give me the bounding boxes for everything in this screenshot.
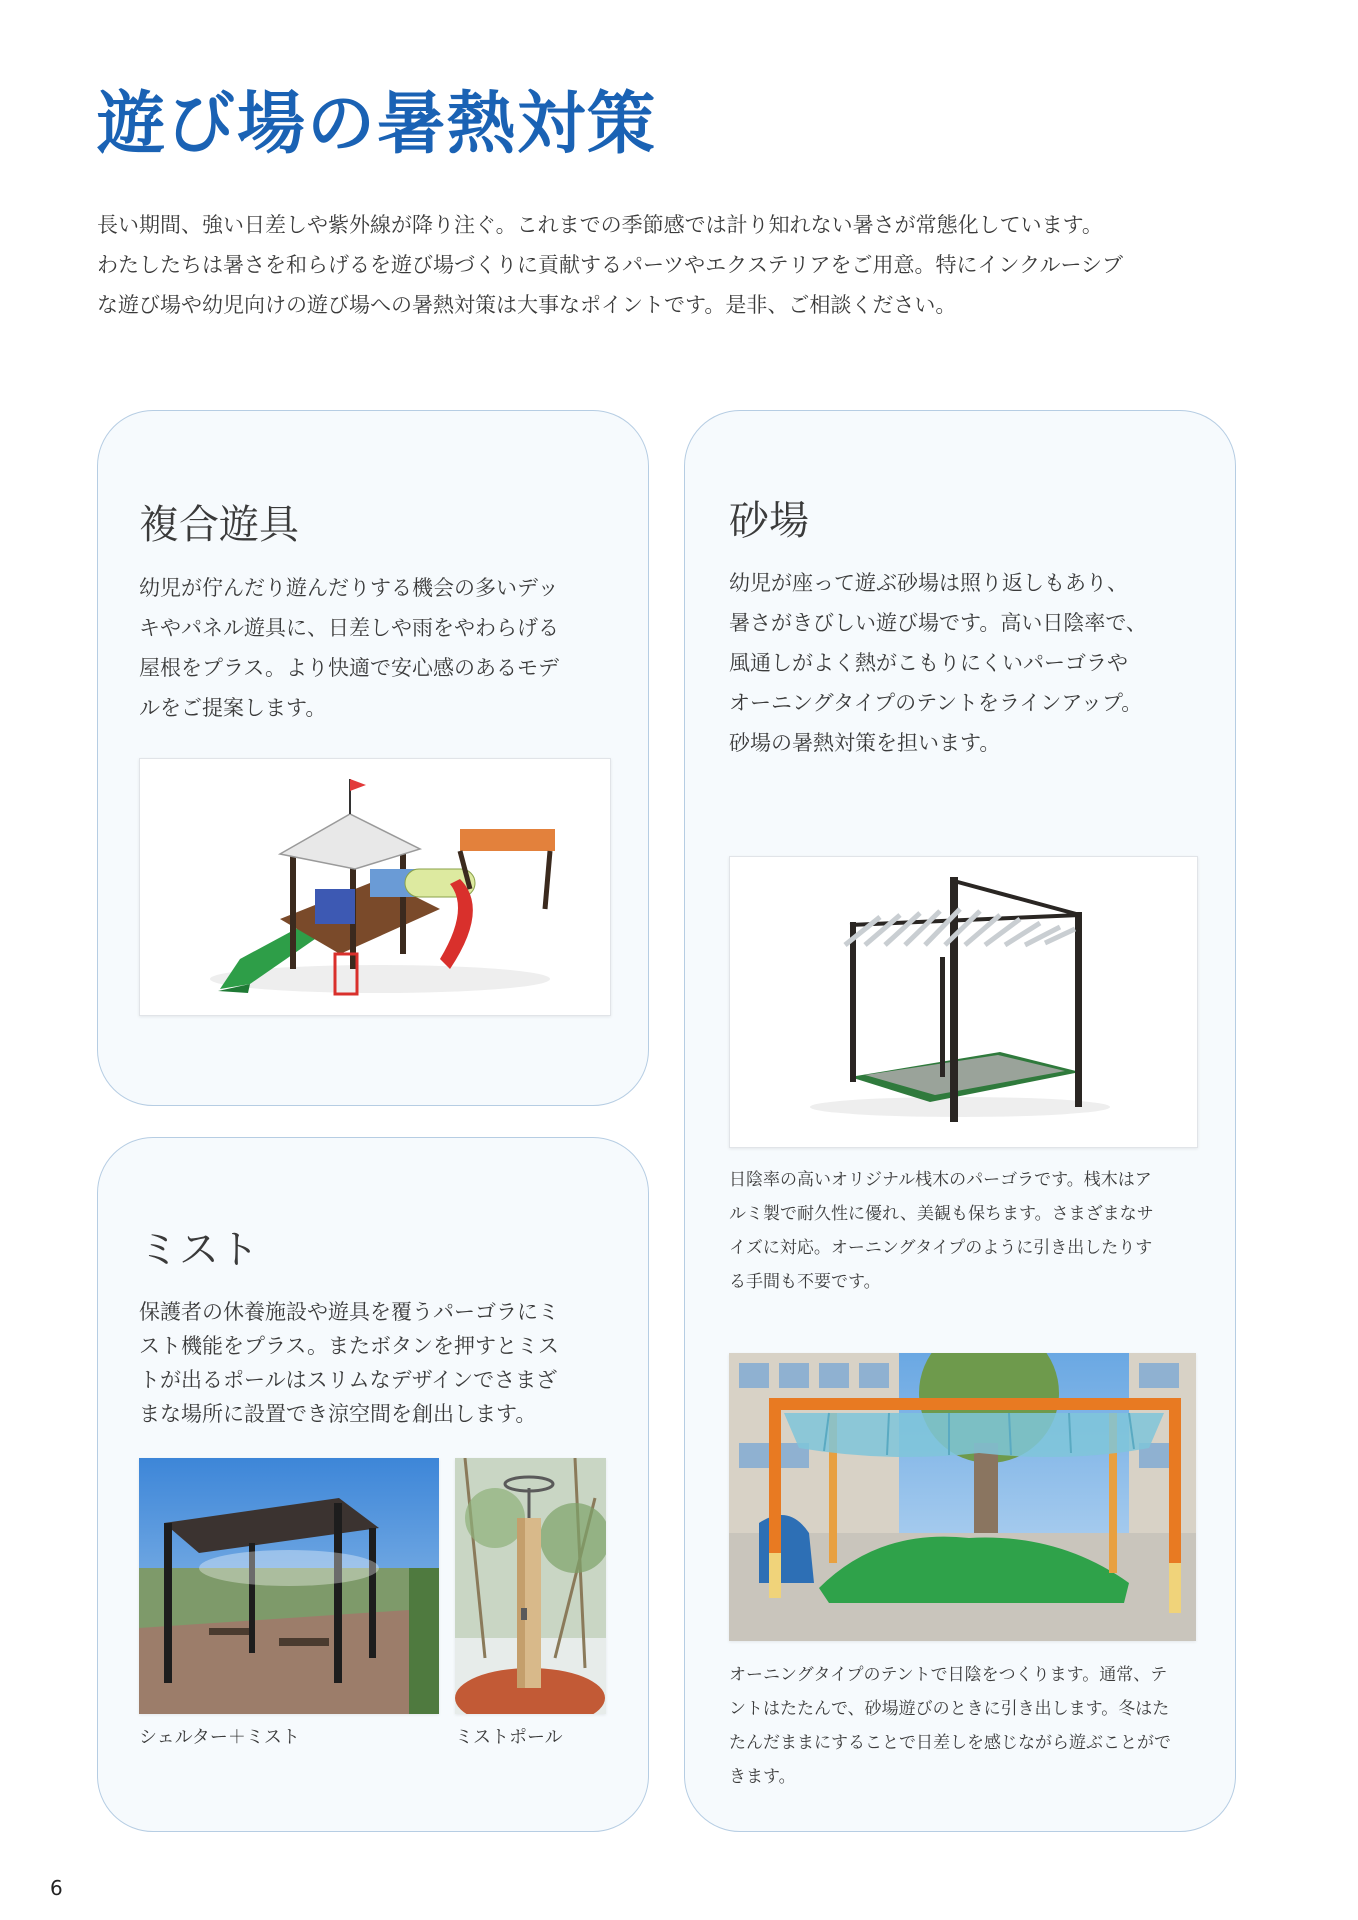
caption-line: きます。 xyxy=(729,1767,796,1787)
card-body-line: オーニングタイプのテントをラインアップ。 xyxy=(729,691,1143,715)
pergola-sandbox-image xyxy=(729,856,1198,1148)
card-body-line: スト機能をプラス。またボタンを押すとミス xyxy=(139,1334,559,1358)
caption-line: ルミ製で耐久性に優れ、美観も保ちます。さまざまなサ xyxy=(729,1204,1154,1224)
card-body-line: まな場所に設置でき涼空間を創出します。 xyxy=(139,1402,537,1426)
caption-pergola xyxy=(729,1163,1154,1299)
card-body-line: 屋根をプラス。より快適で安心感のあるモデ xyxy=(139,656,559,680)
page-number: 6 xyxy=(50,1876,63,1900)
playground-structure-image xyxy=(139,758,611,1016)
card-fukugo-yugu xyxy=(97,410,649,1106)
card-mist xyxy=(97,1137,649,1832)
caption-line: る手間も不要です。 xyxy=(729,1272,881,1292)
card-body-line: 風通しがよく熱がこもりにくいパーゴラや xyxy=(729,651,1128,675)
shelter-mist-image xyxy=(139,1458,439,1714)
intro-line: な遊び場や幼児向けの遊び場への暑熱対策は大事なポイントです。是非、ご相談ください。 xyxy=(97,293,957,317)
intro-line: わたしたちは暑さを和らげるを遊び場づくりに貢献するパーツやエクステリアをご用意。特にインクルーシブ xyxy=(97,253,1124,277)
caption-awning xyxy=(729,1658,1171,1794)
caption-line: イズに対応。オーニングタイプのように引き出したりす xyxy=(729,1238,1153,1258)
awning-tent-image xyxy=(729,1353,1196,1641)
card-body-line: ルをご提案します。 xyxy=(139,696,327,720)
card-body-line: 幼児が座って遊ぶ砂場は照り返しもあり、 xyxy=(729,571,1128,595)
caption-mist-pole: ミストポール xyxy=(455,1727,563,1748)
card-body xyxy=(139,1295,559,1431)
card-body xyxy=(729,563,1147,763)
page-title: 遊び場の暑熱対策 xyxy=(97,85,658,164)
card-body-line: キやパネル遊具に、日差しや雨をやわらげる xyxy=(139,616,559,640)
card-body-line: 保護者の休養施設や遊具を覆うパーゴラにミ xyxy=(139,1300,559,1324)
card-body-line: トが出るポールはスリムなデザインでさまざ xyxy=(139,1368,558,1392)
caption-line: ントはたたんで、砂場遊びのときに引き出します。冬はた xyxy=(729,1699,1170,1719)
card-body-line: 暑さがきびしい遊び場です。高い日陰率で、 xyxy=(729,611,1147,635)
card-title: ミスト xyxy=(139,1227,259,1273)
mist-pole-image xyxy=(455,1458,606,1714)
caption-line: たんだままにすることで日差しを感じながら遊ぶことがで xyxy=(729,1733,1171,1753)
card-title: 砂場 xyxy=(729,498,809,544)
card-body-line: 砂場の暑熱対策を担います。 xyxy=(729,731,1001,755)
intro-line: 長い期間、強い日差しや紫外線が降り注ぐ。これまでの季節感では計り知れない暑さが常態化しています。 xyxy=(97,213,1103,237)
intro-text xyxy=(97,205,1257,325)
caption-line: オーニングタイプのテントで日陰をつくります。通常、テ xyxy=(729,1665,1168,1685)
caption-shelter-mist: シェルター＋ミスト xyxy=(139,1727,300,1748)
card-sunaba xyxy=(684,410,1236,1832)
card-title: 複合遊具 xyxy=(139,502,299,548)
card-body xyxy=(139,568,559,728)
card-body-line: 幼児が佇んだり遊んだりする機会の多いデッ xyxy=(139,576,559,600)
caption-line: 日陰率の高いオリジナル桟木のパーゴラです。桟木はア xyxy=(729,1170,1152,1190)
